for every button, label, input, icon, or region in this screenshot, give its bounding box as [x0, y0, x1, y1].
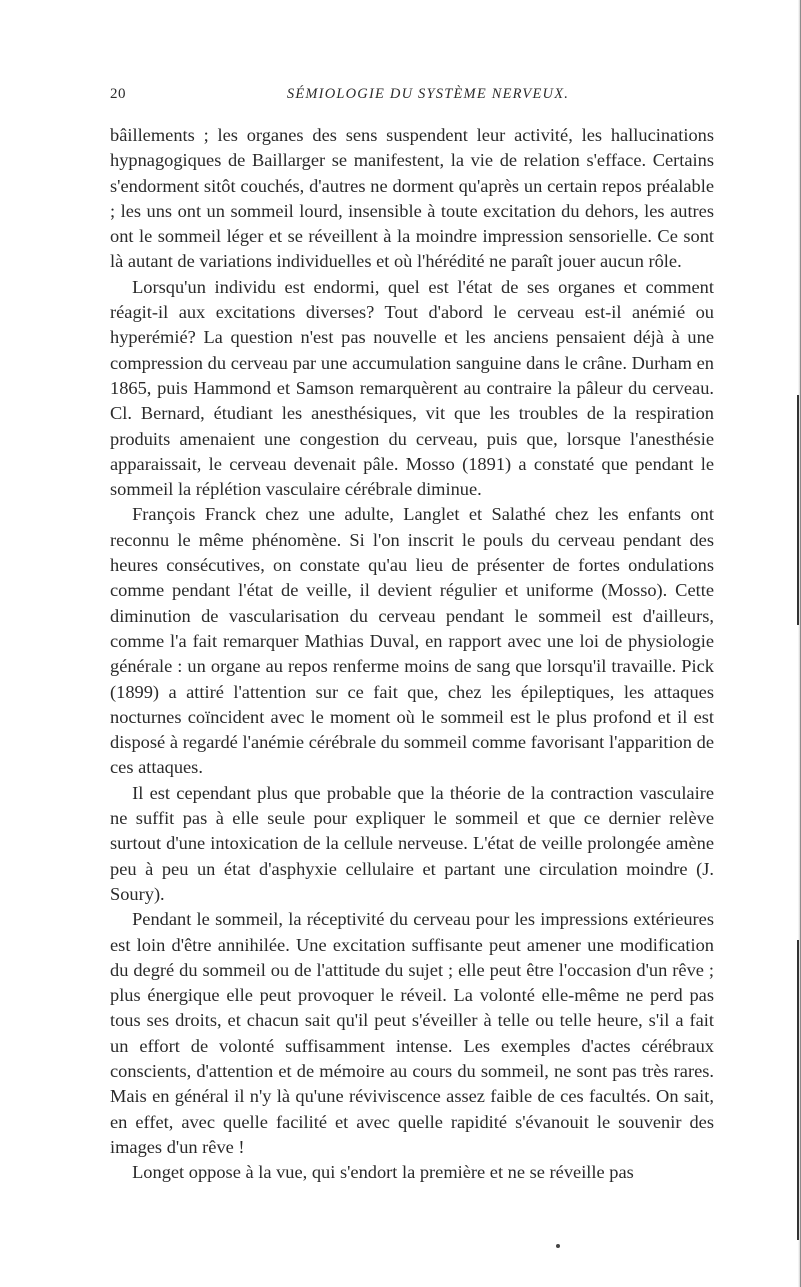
paragraph: Lorsqu'un individu est endormi, quel est l'état de ses organes et comment réagit-il aux excitations diverses? Tout d'abord le cerveau est-il anémié ou hyperémié? La question n'est pas nouvelle et les anciens pensaient déjà à une compression du cerveau par une accumulation sanguine dans le crâne. Durham en 1865, puis Hammond et Samson remarquèrent au contraire la pâleur du cerveau. Cl. Bernard, étudiant les anesthésiques, vit que les troubles de la respiration produits amenaient une congestion du cerveau, puis que, lorsque l'anesthésie apparaissait, le cerveau devenait pâle. Mosso (1891) a constaté que pendant le sommeil la réplétion vasculaire cérébrale diminue. [110, 276, 714, 500]
scan-edge-mark [797, 940, 799, 1240]
paragraph: François Franck chez une adulte, Langlet et Salathé chez les enfants ont reconnu le même phénomène. Si l'on inscrit le pouls du cerveau pendant des heures consécutives, on constate qu'au lieu de présenter de fortes ondulations comme pendant l'état de veille, il devient régulier et uniforme (Mosso). Cette diminution de vascularisation du cerveau pendant le sommeil est d'ailleurs, comme l'a fait remarquer Mathias Duval, en rapport avec une loi de physiologie générale : un organe au repos renferme moins de sang que lorsqu'il travaille. Pick (1899) a attiré l'attention sur ce fait que, chez les épileptiques, les attaques nocturnes coïncident avec le moment où le sommeil est le plus profond et il est disposé à regardé l'anémie cérébrale du sommeil comme favorisant l'apparition de ces attaques. [110, 504, 714, 778]
paragraph-continued: bâillements ; les organes des sens suspendent leur activité, les hallucinations hypnagogiques de Baillarger se manifestent, la vie de relation s'efface. Certains s'endorment sitôt couchés, d'autres ne dorment qu'après un certain repos préalable ; les uns ont un sommeil lourd, insensible à toute excitation du dehors, les autres ont le sommeil léger et se réveillent à la moindre impression sensorielle. Ce sont là autant de variations individuelles et où l'hérédité ne paraît jouer aucun rôle. [110, 125, 714, 272]
paragraph-last: Longet oppose à la vue, qui s'endort la première et ne se réveille pas [132, 1162, 634, 1183]
body-text [110, 123, 714, 1185]
print-speck [556, 1244, 560, 1248]
paragraph: Il est cependant plus que probable que la théorie de la contraction vasculaire ne suffit pas à elle seule pour expliquer le sommeil et que ce dernier relève surtout d'une intoxication de la cellule nerveuse. L'état de veille prolongée amène peu à peu un état d'asphyxie cellulaire et partant une circulation moindre (J. Soury). [110, 782, 714, 904]
paragraph: Pendant le sommeil, la réceptivité du cerveau pour les impressions extérieures est loin d'être annihilée. Une excitation suffisante peut amener une modification du degré du sommeil ou de l'attitude du sujet ; elle peut être l'occasion d'un rêve ; plus énergique elle peut provoquer le réveil. La volonté elle-même ne perd pas tous ses droits, et chacun sait qu'il peut s'éveiller à telle ou telle heure, s'il a fait un effort de volonté suffisamment intense. Les exemples d'actes cérébraux conscients, d'attention et de mémoire au cours du sommeil, ne sont pas très rares. Mais en général il n'y là qu'une réviviscence assez faible de ces facultés. On sait, en effet, avec quelle facilité et avec quelle rapidité s'évanouit le souvenir des images d'un rêve ! [110, 909, 714, 1157]
page-number: 20 [110, 86, 126, 102]
scan-edge-mark [797, 395, 799, 625]
running-title: SÉMIOLOGIE DU SYSTÈME NERVEUX. [286, 86, 570, 102]
running-header [110, 86, 716, 110]
